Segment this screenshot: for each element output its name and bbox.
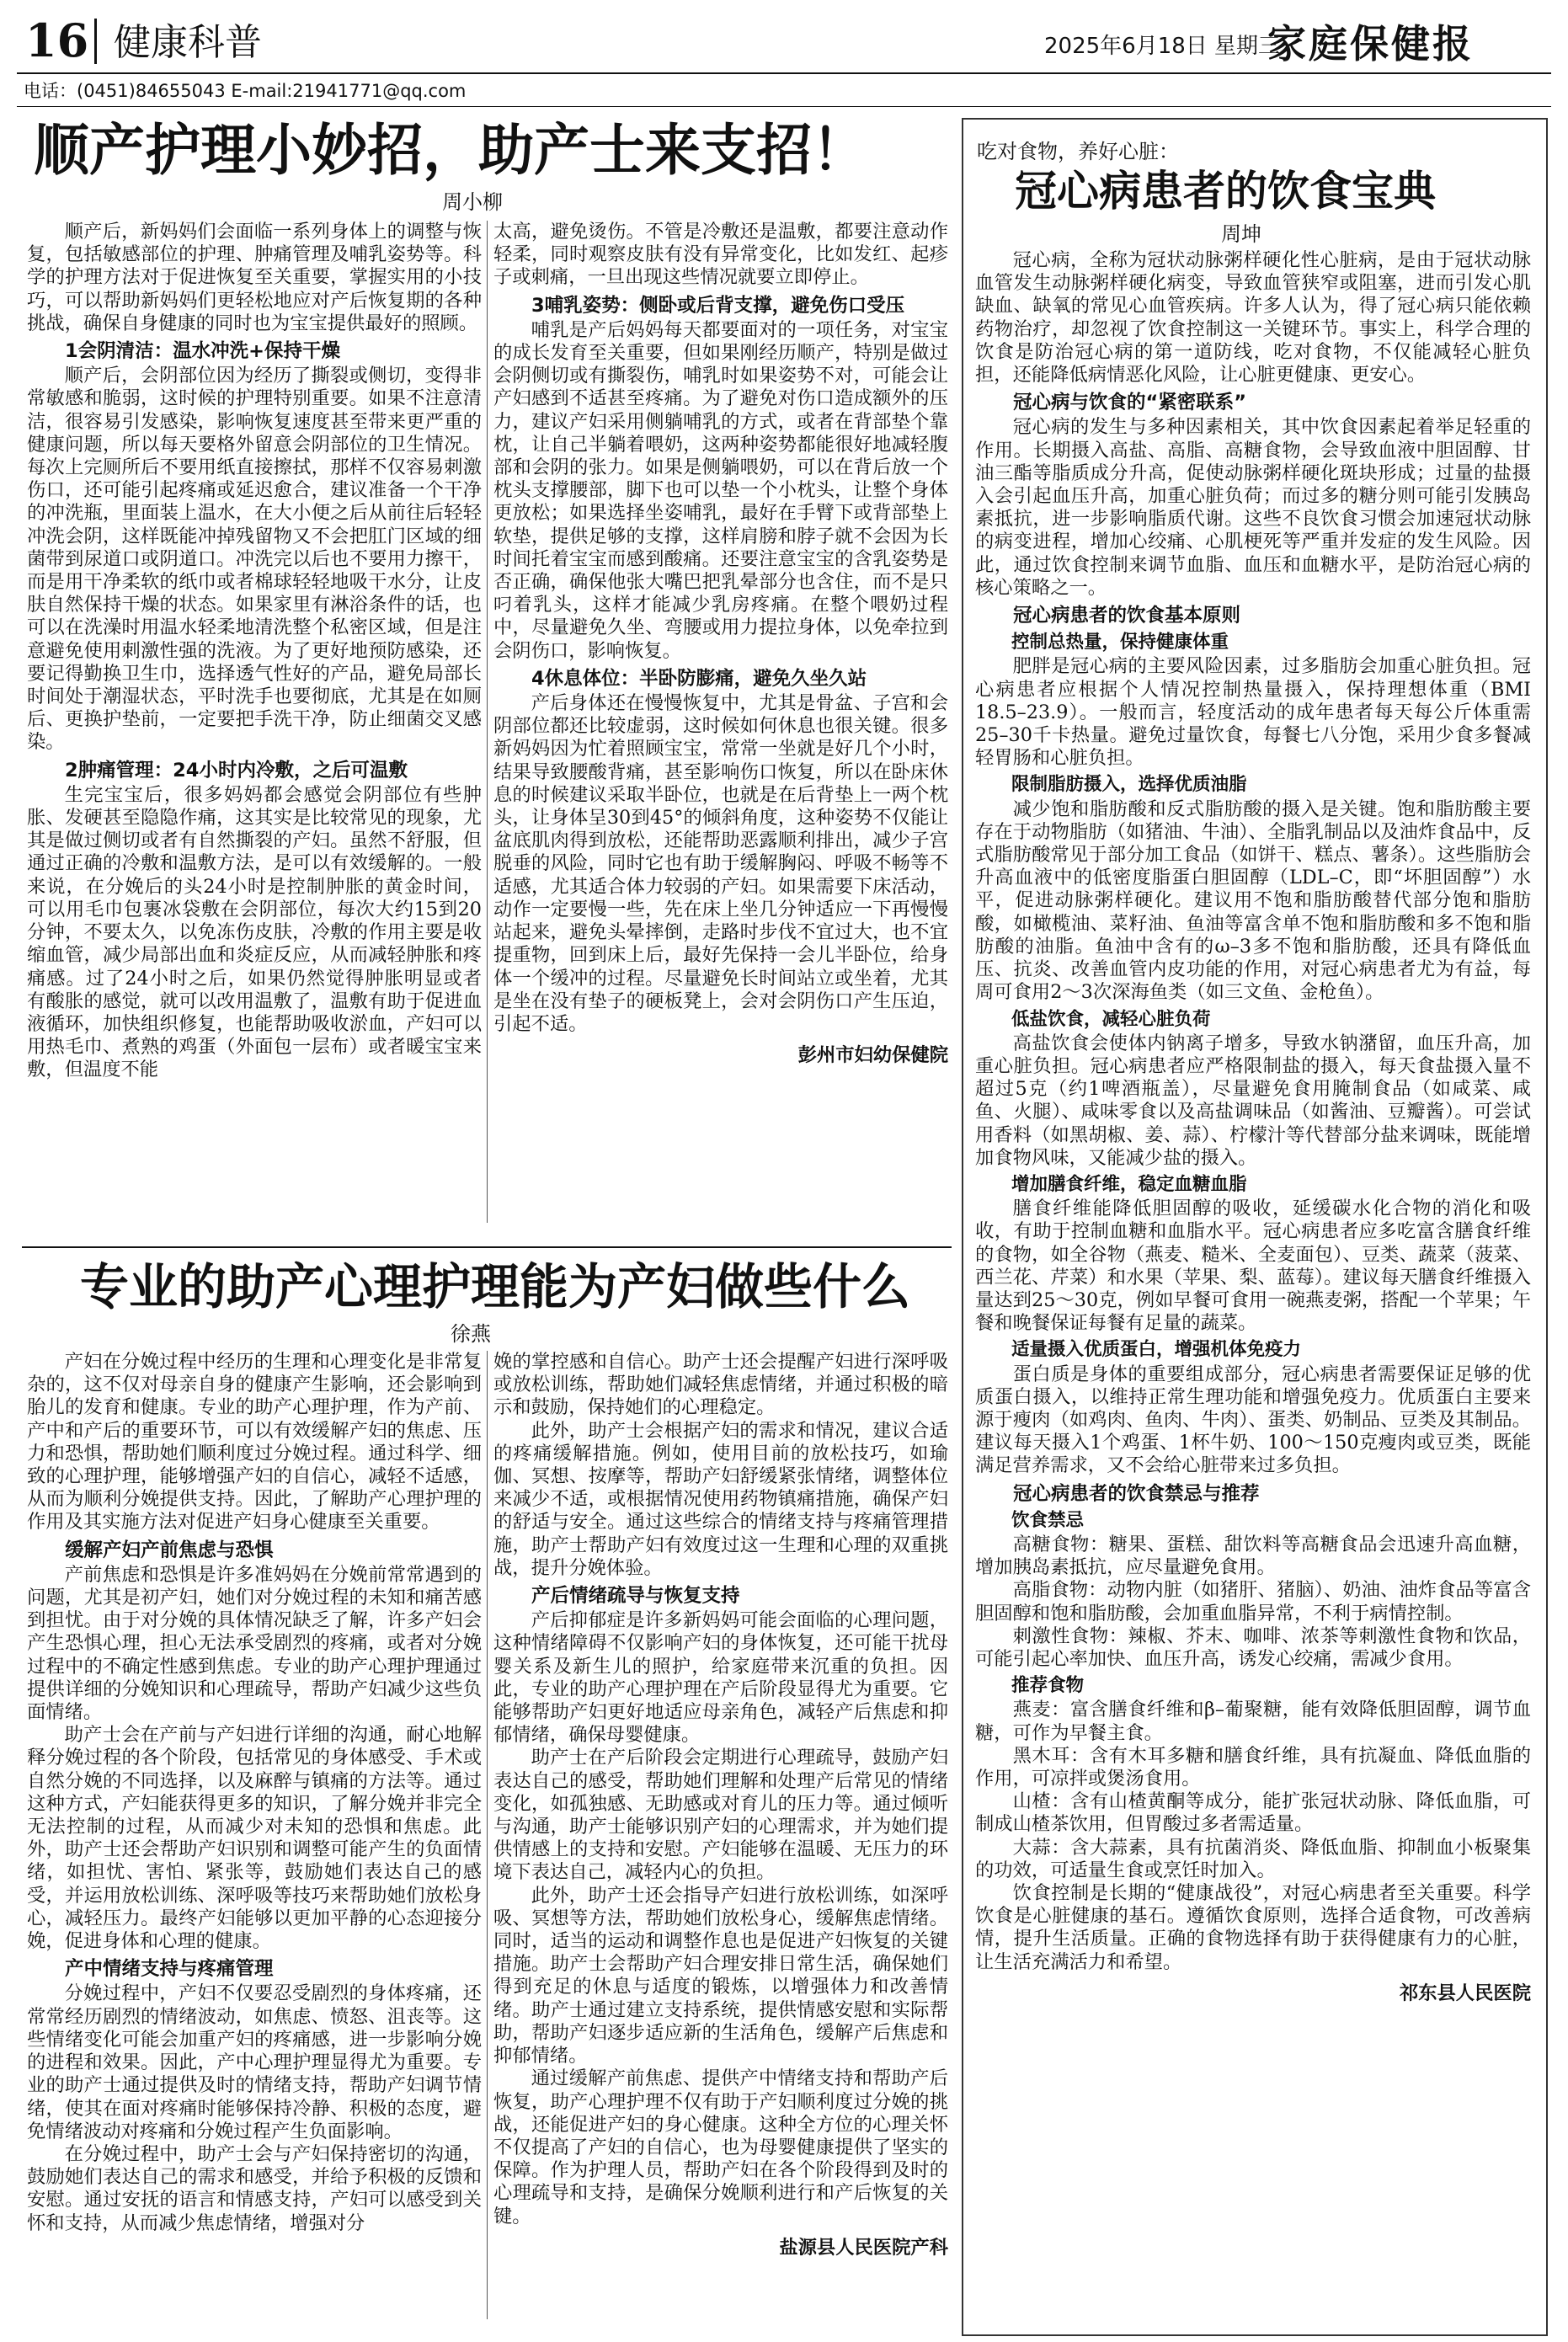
header-rule (17, 72, 1551, 74)
subheading: 冠心病患者的饮食基本原则 (1013, 605, 1241, 627)
paragraph: 大蒜：含大蒜素，具有抗菌消炎、降低血脂、抑制血小板聚集的功效，可适量生食或烹饪时加入。 (975, 1836, 1531, 1881)
subheading: 3哺乳姿势：侧卧或后背支撑，避免伤口受压 (531, 294, 905, 317)
paragraph: 助产士会在产前与产妇进行详细的沟通，耐心地解释分娩过程的各个阶段，包括常见的身体感受、手术或自然分娩的不同选择，以及麻醉与镇痛的方法等。通过这种方式，产妇能获得更多的知识，了解分娩并非完全无法控制的过程，从而减少对未知的恐惧和焦虑。此外，助产士还会帮助产妇识别和调整可能产生的负面情绪，如担忧、害怕、紧张等，鼓励她们表达自己的感受，并运用放松训练、深呼吸等技巧来帮助她们放松身心，减轻压力。最终产妇能够以更加平静的心态迎接分娩，促进身体和心理的健康。 (27, 1724, 482, 1953)
paragraph: 娩的掌控感和自信心。助产士还会提醒产妇进行深呼吸或放松训练，帮助她们减轻焦虑情绪，并通过积极的暗示和鼓励，保持她们的心理稳定。 (493, 1351, 948, 1419)
minor-subheading: 限制脂肪摄入，选择优质油脂 (1011, 774, 1247, 796)
paragraph: 膳食纤维能降低胆固醇的吸收，延缓碳水化合物的消化和吸收，有助于控制血糖和血脂水平。冠心病患者应多吃富含膳食纤维的食物，如全谷物（燕麦、糙米、全麦面包）、豆类、蔬菜（菠菜、西兰花、芹菜）和水果（苹果、梨、蓝莓）。建议每天膳食纤维摄入量达到25～30克，例如早餐可食用一碗燕麦粥，搭配一个苹果；午餐和晚餐保证每餐有足量的蔬菜。 (975, 1198, 1531, 1335)
paragraph: 产后抑郁症是许多新妈妈可能会面临的心理问题，这种情绪障碍不仅影响产妇的身体恢复，还可能干扰母婴关系及新生儿的照护，给家庭带来沉重的负担。因此，专业的助产心理护理在产后阶段显得尤为重要。它能够帮助产妇更好地适应母亲角色，减轻产后焦虑和抑郁情绪，确保母婴健康。 (493, 1609, 948, 1747)
paragraph: 分娩过程中，产妇不仅要忍受剧烈的身体疼痛，还常常经历剧烈的情绪波动，如焦虑、愤怒、沮丧等。这些情绪变化可能会加重产妇的疼痛感，进一步影响分娩的进程和效果。因此，产中心理护理显得尤为重要。专业的助产士通过提供及时的情绪支持，帮助产妇调节情绪，使其在面对疼痛时能够保持冷静、积极的态度，避免情绪波动对疼痛和分娩过程产生负面影响。 (27, 1982, 482, 2142)
paragraph: 通过缓解产前焦虑、提供产中情绪支持和帮助产后恢复，助产心理护理不仅有助于产妇顺利度过分娩的挑战，还能促进产妇的身心健康。这种全方位的心理关怀不仅提高了产妇的自信心，也为母婴健康提供了坚实的保障。作为护理人员，帮助产妇在各个阶段得到及时的心理疏导和支持，是确保分娩顺利进行和产后恢复的关键。 (493, 2067, 948, 2227)
paragraph: 高脂食物：动物内脏（如猪肝、猪脑）、奶油、油炸食品等富含胆固醇和饱和脂肪酸，会加重血脂异常，不利于病情控制。 (975, 1579, 1531, 1624)
author-organization: 盐源县人民医院产科 (779, 2236, 948, 2259)
paragraph: 产后身体还在慢慢恢复中，尤其是骨盆、子宫和会阴部位都还比较虚弱，这时候如何休息也很关键。很多新妈妈因为忙着照顾宝宝，常常一坐就是好几个小时，结果导致腰酸背痛，甚至影响伤口恢复，所以在卧床休息的时候建议采取半卧位，也就是在后背垫上一两个枕头，让身体呈30到45°的倾斜角度，这种姿势不仅能让盆底肌肉得到放松，还能帮助恶露顺利排出，减少子宫脱垂的风险，同时它也有助于缓解胸闷、呼吸不畅等不适感，尤其适合体力较弱的产妇。如果需要下床活动，动作一定要慢一些，先在床上坐几分钟适应一下再慢慢站起来，避免头晕摔倒，走路时步伐不宜过大，也不宜提重物，回到床上后，最好先保持一会儿半卧位，给身体一个缓冲的过程。尽量避免长时间站立或坐着，尤其是坐在没有垫子的硬板凳上，会对会阴伤口产生压迫，引起不适。 (493, 692, 948, 1035)
article3-author: 周坤 (1221, 222, 1261, 246)
subheading: 2肿痛管理：24小时内冷敷，之后可温敷 (65, 759, 408, 782)
header-divider (94, 19, 97, 64)
column-divider (487, 1351, 488, 2319)
minor-subheading: 适量摄入优质蛋白，增强机体免疫力 (1011, 1339, 1302, 1361)
paragraph: 减少饱和脂肪酸和反式脂肪酸的摄入是关键。饱和脂肪酸主要存在于动物脂肪（如猪油、牛油）、全脂乳制品以及油炸食品中，反式脂肪酸常见于部分加工食品（如饼干、糕点、薯条）。这些脂肪会升高血液中的低密度脂蛋白胆固醇（LDL–C，即“坏胆固醇”）水平，促进动脉粥样硬化。建议用不饱和脂肪酸替代部分饱和脂肪酸，如橄榄油、菜籽油、鱼油等富含单不饱和脂肪酸和多不饱和脂肪酸的油脂。鱼油中含有的ω–3多不饱和脂肪酸，还具有降低血压、抗炎、改善血管内皮功能的作用，对冠心病患者尤为有益，每周可食用2～3次深海鱼类（如三文鱼、金枪鱼）。 (975, 798, 1531, 1004)
issue-date: 2025年6月18日 星期三 (1044, 34, 1281, 59)
subheading: 1会阴清洁：温水冲洗+保持干燥 (65, 340, 341, 363)
paragraph: 山楂：含有山楂黄酮等成分，能扩张冠状动脉、降低血脂，可制成山楂茶饮用，但胃酸过多者需适量。 (975, 1790, 1531, 1836)
minor-subheading: 低盐饮食，减轻心脏负荷 (1011, 1008, 1211, 1030)
paragraph: 饮食控制是长期的“健康战役”，对冠心病患者至关重要。科学饮食是心脏健康的基石。遵循饮食原则，选择合适食物，可改善病情，提升生活质量。正确的食物选择有助于获得健康有力的心脏，让生活充满活力和希望。 (975, 1882, 1531, 1973)
author-organization: 祁东县人民医院 (1399, 1982, 1531, 2004)
paragraph: 蛋白质是身体的重要组成部分，冠心病患者需要保证足够的优质蛋白摄入，以维持正常生理功能和增强免疫力。优质蛋白主要来源于瘦肉（如鸡肉、鱼肉、牛肉）、蛋类、奶制品、豆类及其制品。建议每天摄入1个鸡蛋、1杯牛奶、100～150克瘦肉或豆类，既能满足营养需求，又不会给心脏带来过多负担。 (975, 1363, 1531, 1477)
article2-column-2 (493, 1351, 948, 2334)
article2-title: 专业的助产心理护理能为产妇做些什么 (80, 1258, 911, 1315)
paragraph: 此外，助产士会根据产妇的需求和情况，建议合适的疼痛缓解措施。例如，使用目前的放松技巧，如瑜伽、冥想、按摩等，帮助产妇舒缓紧张情绪，调整体位来减少不适，或根据情况使用药物镇痛措施，确保产妇的舒适与安全。通过这些综合的情绪支持与疼痛管理措施，助产士帮助产妇有效度过这一生理和心理的双重挑战，提升分娩体验。 (493, 1419, 948, 1579)
article2-author: 徐燕 (451, 1322, 491, 1346)
paragraph: 产前焦虑和恐惧是许多准妈妈在分娩前常常遇到的问题，尤其是初产妇，她们对分娩过程的未知和痛苦感到担忧。由于对分娩的具体情况缺乏了解，许多产妇会产生恐惧心理，担心无法承受剧烈的疼痛，或者对分娩过程中的不确定性感到焦虑。专业的助产心理护理通过提供详细的分娩知识和心理疏导，帮助产妇减少这些负面情绪。 (27, 1563, 482, 1724)
contact-line: 电话：(0451)84655043 E-mail:21941771@qq.com (24, 81, 467, 101)
paragraph: 产妇在分娩过程中经历的生理和心理变化是非常复杂的，这不仅对母亲自身的健康产生影响，还会影响到胎儿的发育和健康。专业的助产心理护理，作为产前、产中和产后的重要环节，可以有效缓解产妇的焦虑、压力和恐惧，帮助她们顺利度过分娩过程。通过科学、细致的心理护理，能够增强产妇的自信心，减轻不适感，从而为顺利分娩提供支持。因此，了解助产心理护理的作用及其实施方法对促进产妇身心健康至关重要。 (27, 1351, 482, 1534)
minor-subheading: 饮食禁忌 (1011, 1509, 1085, 1531)
subheading: 4休息体位：半卧防膨痛，避免久坐久站 (531, 667, 867, 690)
paragraph: 黑木耳：含有木耳多糖和膳食纤维，具有抗凝血、降低血脂的作用，可凉拌或煲汤食用。 (975, 1744, 1531, 1790)
paragraph: 高盐饮食会使体内钠离子增多，导致水钠潴留，血压升高，加重心脏负担。冠心病患者应严格限制盐的摄入，每天食盐摄入量不超过5克（约1啤酒瓶盖），尽量避免食用腌制食品（如咸菜、咸鱼、火腿）、咸味零食以及高盐调味品（如酱油、豆瓣酱）。可尝试用香料（如黑胡椒、姜、蒜）、柠檬汁等代替部分盐来调味，既能增加食物风味，又能减少盐的摄入。 (975, 1032, 1531, 1169)
subheading: 产后情绪疏导与恢复支持 (531, 1585, 740, 1608)
subheading: 冠心病与饮食的“紧密联系” (1013, 392, 1247, 414)
paragraph: 刺激性食物：辣椒、芥末、咖啡、浓茶等刺激性食物和饮品，可能引起心率加快、血压升高，诱发心绞痛，需减少食用。 (975, 1624, 1531, 1670)
section-title: 健康科普 (114, 21, 262, 64)
paragraph: 冠心病的发生与多种因素相关，其中饮食因素起着举足轻重的作用。长期摄入高盐、高脂、高糖食物，会导致血液中胆固醇、甘油三酯等脂质成分升高，促使动脉粥样硬化斑块形成；过量的盐摄入会引起血压升高，加重心脏负荷；而过多的糖分则可能引发胰岛素抵抗，进一步影响脂质代谢。这些不良饮食习惯会加速冠状动脉的病变进程，增加心绞痛、心肌梗死等严重并发症的发生风险。因此，通过饮食控制来调节血脂、血压和血糖水平，是防治冠心病的核心策略之一。 (975, 416, 1531, 599)
paragraph: 生完宝宝后，很多妈妈都会感觉会阴部位有些肿胀、发硬甚至隐隐作痛，这其实是比较常见的现象，尤其是做过侧切或者有自然撕裂的产妇。虽然不舒服，但通过正确的冷敷和温敷方法，是可以有效缓解的。一般来说，在分娩后的头24小时是控制肿胀的黄金时间，可以用毛巾包裹冰袋敷在会阴部位，每次大约15到20分钟，不要太久，以免冻伤皮肤，冷敷的作用主要是收缩血管，减少局部出血和炎症反应，从而减轻肿胀和疼痛感。过了24小时之后，如果仍然觉得肿胀明显或者有酸胀的感觉，就可以改用温敷了，温敷有助于促进血液循环，加快组织修复，也能帮助吸收淤血，产妇可以用热毛巾、煮熟的鸡蛋（外面包一层布）或者暖宝宝来敷，但温度不能 (27, 783, 482, 1081)
paragraph: 太高，避免烫伤。不管是冷敷还是温敷，都要注意动作轻柔，同时观察皮肤有没有异常变化，比如发红、起疹子或刺痛，一旦出现这些情况就要立即停止。 (493, 221, 948, 289)
article1-title: 顺产护理小妙招，助产士来支招！ (34, 117, 867, 183)
article2-column-1 (27, 1351, 482, 2334)
subheading: 缓解产妇产前焦虑与恐惧 (65, 1539, 274, 1561)
paragraph: 肥胖是冠心病的主要风险因素，过多脂肪会加重心脏负担。冠心病患者应根据个人情况控制热量摄入，保持理想体重（BMI 18.5–23.9）。一般而言，轻度活动的成年患者每天每公斤体重需25–30千卡热量。避免过量饮食，每餐七八分饱，采用少食多餐减轻胃肠和心脏负担。 (975, 655, 1531, 770)
contact-rule (17, 106, 1551, 107)
article-separator (22, 1246, 952, 1248)
paragraph: 哺乳是产后妈妈每天都要面对的一项任务，对宝宝的成长发育至关重要，但如果刚经历顺产，特别是做过会阴侧切或有撕裂伤，哺乳时如果姿势不对，可能会让产妇感到不适甚至疼痛。为了避免对伤口造成额外的压力，建议产妇采用侧躺哺乳的方式，或者在背部垫个靠枕，让自己半躺着喂奶，这两种姿势都能很好地减轻腹部和会阴的张力。如果是侧躺喂奶，可以在背后放一个枕头支撑腰部，脚下也可以垫一个小枕头，让整个身体更放松；如果选择坐姿哺乳，最好在手臂下或背部垫上软垫，提供足够的支撑，这样肩膀和脖子就不会因为长时间托着宝宝而感到酸痛。还要注意宝宝的含乳姿势是否正确，确保他张大嘴巴把乳晕部分也含住，而不是只叼着乳头，这样才能减少乳房疼痛。在整个喂奶过程中，尽量避免久坐、弯腰或用力提拉身体，以免牵拉到会阴伤口，影响恢复。 (493, 318, 948, 662)
paragraph: 高糖食物：糖果、蛋糕、甜饮料等高糖食品会迅速升高血糖，增加胰岛素抵抗，应尽量避免食用。 (975, 1533, 1531, 1579)
paragraph: 冠心病，全称为冠状动脉粥样硬化性心脏病，是由于冠状动脉血管发生动脉粥样硬化病变，导致血管狭窄或阻塞，进而引发心肌缺血、缺氧的常见心血管疾病。许多人认为，得了冠心病只能依赖药物治疗，却忽视了饮食控制这一关键环节。事实上，科学合理的饮食是防治冠心病的第一道防线，吃对食物，不仅能减轻心脏负担，还能降低病情恶化风险，让心脏更健康、更安心。 (975, 249, 1531, 387)
paragraph: 燕麦：富含膳食纤维和β–葡聚糖，能有效降低胆固醇，调节血糖，可作为早餐主食。 (975, 1699, 1531, 1744)
minor-subheading: 控制总热量，保持健康体重 (1011, 632, 1229, 654)
subheading: 产中情绪支持与疼痛管理 (65, 1958, 274, 1981)
article3-kicker: 吃对食物，养好心脏： (977, 140, 1179, 163)
column-divider (487, 221, 488, 1223)
paragraph: 助产士在产后阶段会定期进行心理疏导，鼓励产妇表达自己的感受，帮助她们理解和处理产后常见的情绪变化，如孤独感、无助感或对育儿的压力等。通过倾听与沟通，助产士能够识别产妇的心理需求，并为她们提供情感上的支持和安慰。产妇能够在温暖、无压力的环境下表达自己，减轻内心的负担。 (493, 1747, 948, 1884)
article1-column-1 (27, 221, 482, 1241)
paragraph: 此外，助产士还会指导产妇进行放松训练，如深呼吸、冥想等方法，帮助她们放松身心，缓解焦虑情绪。同时，适当的运动和调整作息也是促进产妇恢复的关键措施。助产士会帮助产妇合理安排日常生活，确保她们得到充足的休息与适度的锻炼，以增强体力和改善情绪。助产士通过建立支持系统，提供情感安慰和实际帮助，帮助产妇逐步适应新的生活角色，缓解产后焦虑和抑郁情绪。 (493, 1884, 948, 2067)
article3-column (975, 249, 1531, 2326)
minor-subheading: 推荐食物 (1011, 1675, 1085, 1697)
subheading: 冠心病患者的饮食禁忌与推荐 (1013, 1482, 1260, 1505)
paragraph: 在分娩过程中，助产士会与产妇保持密切的沟通，鼓励她们表达自己的需求和感受，并给予积极的反馈和安慰。通过安抚的语言和情感支持，产妇可以感受到关怀和支持，从而减少焦虑情绪，增强对分 (27, 2142, 482, 2234)
paragraph: 顺产后，新妈妈们会面临一系列身体上的调整与恢复，包括敏感部位的护理、肿痛管理及哺乳姿势等。科学的护理方法对于促进恢复至关重要，掌握实用的小技巧，可以帮助新妈妈们更轻松地应对产后恢复期的各种挑战，确保自身健康的同时也为宝宝提供最好的照顾。 (27, 221, 482, 334)
article1-author: 周小柳 (442, 190, 503, 214)
newspaper-name: 家庭保健报 (1267, 21, 1474, 67)
minor-subheading: 增加膳食纤维，稳定血糖血脂 (1011, 1173, 1247, 1195)
paragraph: 顺产后，会阴部位因为经历了撕裂或侧切，变得非常敏感和脆弱，这时候的护理特别重要。如果不注意清洁，很容易引发感染，影响恢复速度甚至带来更严重的健康问题，所以每天要格外留意会阴部位的卫生情况。每次上完厕所后不要用纸直接擦拭，那样不仅容易刺激伤口，还可能引起疼痛或延迟愈合，建议准备一个干净的冲洗瓶，里面装上温水，在大小便之后从前往后轻轻冲洗会阴，这样既能冲掉残留物又不会把肛门区域的细菌带到尿道口或阴道口。冲洗完以后也不要用力擦干，而是用干净柔软的纸巾或者棉球轻轻地吸干水分，让皮肤自然保持干燥的状态。如果家里有淋浴条件的话，也可以在洗澡时用温水轻柔地清洗整个私密区域，但是注意避免使用刺激性强的洗液。为了更好地预防感染，还要记得勤换卫生巾，选择透气性好的产品，避免局部长时间处于潮湿状态，平时洗手也要彻底，尤其是在如厕后、更换护垫前，一定要把手洗干净，防止细菌交叉感染。 (27, 365, 482, 754)
article3-title: 冠心病患者的饮食宝典 (1015, 166, 1436, 216)
author-organization: 彭州市妇幼保健院 (797, 1044, 948, 1067)
article1-column-2 (493, 221, 948, 1241)
page-number: 16 (25, 13, 89, 67)
